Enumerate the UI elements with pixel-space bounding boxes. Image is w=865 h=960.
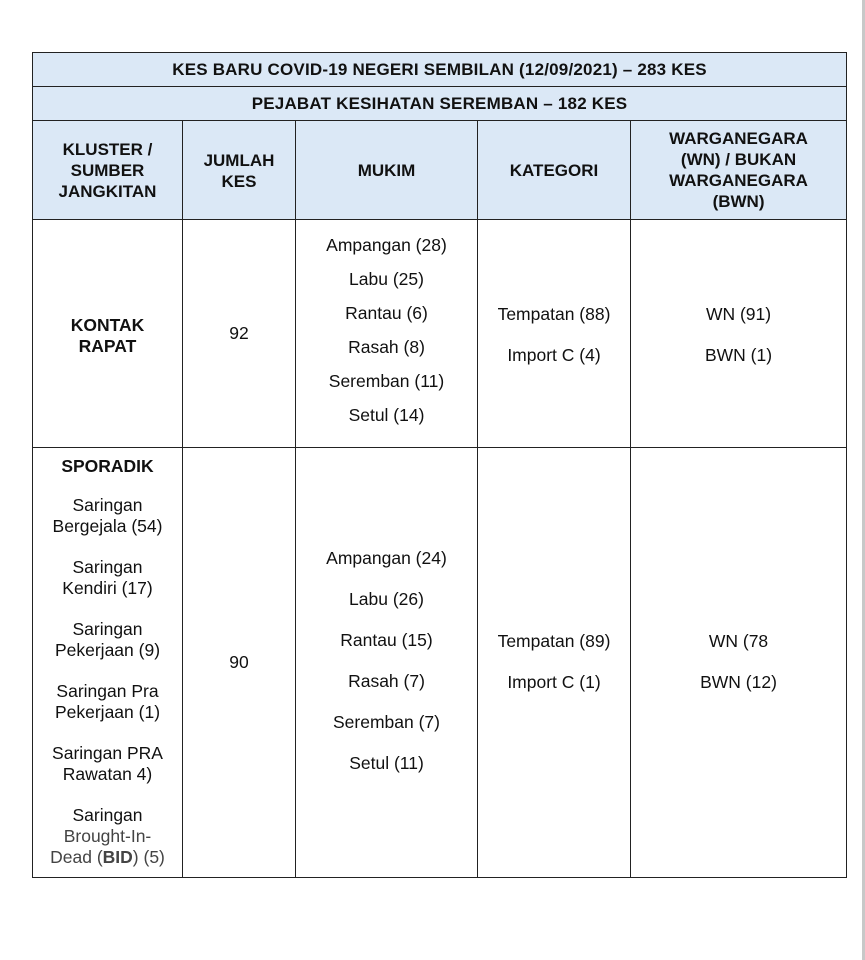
kategori-cell xyxy=(478,448,631,878)
table-row xyxy=(33,220,847,448)
kluster-item: Saringan Pekerjaan (9) xyxy=(54,619,161,660)
header-warganegara: WARGANEGARA (WN) / BUKAN WARGANEGARA (BWN) xyxy=(631,121,847,220)
kategori-cell xyxy=(478,220,631,448)
mukim-item: Seremban (7) xyxy=(333,712,440,732)
table-subtitle: PEJABAT KESIHATAN SEREMBAN – 182 KES xyxy=(33,87,847,121)
warganegara-item: BWN (1) xyxy=(704,345,773,365)
mukim-item: Ampangan (24) xyxy=(326,548,447,568)
mukim-item: Setul (11) xyxy=(349,753,424,773)
mukim-item: Setul (14) xyxy=(348,404,425,425)
sporadik-title: SPORADIK xyxy=(61,456,154,476)
kategori-item: Tempatan (89) xyxy=(497,631,611,651)
kategori-item: Import C (1) xyxy=(507,672,601,692)
warganegara-cell xyxy=(631,220,847,448)
jumlah-kes-cell: 90 xyxy=(183,448,296,878)
covid-cases-table xyxy=(32,52,847,878)
jumlah-kes-cell: 92 xyxy=(183,220,296,448)
kluster-cell xyxy=(33,448,183,878)
mukim-item: Rantau (15) xyxy=(340,630,433,650)
kluster-item: Saringan Bergejala (54) xyxy=(52,495,163,536)
header-mukim: MUKIM xyxy=(296,121,478,220)
mukim-item: Rasah (7) xyxy=(348,671,425,691)
warganegara-item: WN (91) xyxy=(705,304,772,324)
header-jumlah-kes: JUMLAH KES xyxy=(183,121,296,220)
kluster-item: Saringan Pra Pekerjaan (1) xyxy=(54,681,161,722)
mukim-item: Ampangan (28) xyxy=(326,234,447,255)
header-kategori: KATEGORI xyxy=(478,121,631,220)
mukim-item: Labu (25) xyxy=(349,268,424,289)
warganegara-item: WN (78 xyxy=(708,631,769,651)
kluster-item: Saringan Brought-In- Dead (BID) (5) xyxy=(50,805,165,867)
kategori-item: Tempatan (88) xyxy=(497,304,611,324)
kluster-cell: KONTAK RAPAT xyxy=(33,220,183,448)
warganegara-cell xyxy=(631,448,847,878)
mukim-item: Labu (26) xyxy=(349,589,424,609)
table-title: KES BARU COVID-19 NEGERI SEMBILAN (12/09/2021) – 283 KES xyxy=(33,53,847,87)
warganegara-item: BWN (12) xyxy=(700,672,777,692)
table-row xyxy=(33,448,847,878)
mukim-item: Seremban (11) xyxy=(328,370,445,391)
header-row xyxy=(33,121,847,220)
kluster-item: Saringan Kendiri (17) xyxy=(62,557,153,598)
mukim-cell xyxy=(296,220,478,448)
header-kluster: KLUSTER / SUMBER JANGKITAN xyxy=(33,121,183,220)
kluster-item: Saringan PRA Rawatan 4) xyxy=(52,743,163,784)
mukim-item: Rasah (8) xyxy=(348,336,425,357)
mukim-cell xyxy=(296,448,478,878)
kategori-item: Import C (4) xyxy=(507,345,601,365)
mukim-item: Rantau (6) xyxy=(345,302,428,323)
